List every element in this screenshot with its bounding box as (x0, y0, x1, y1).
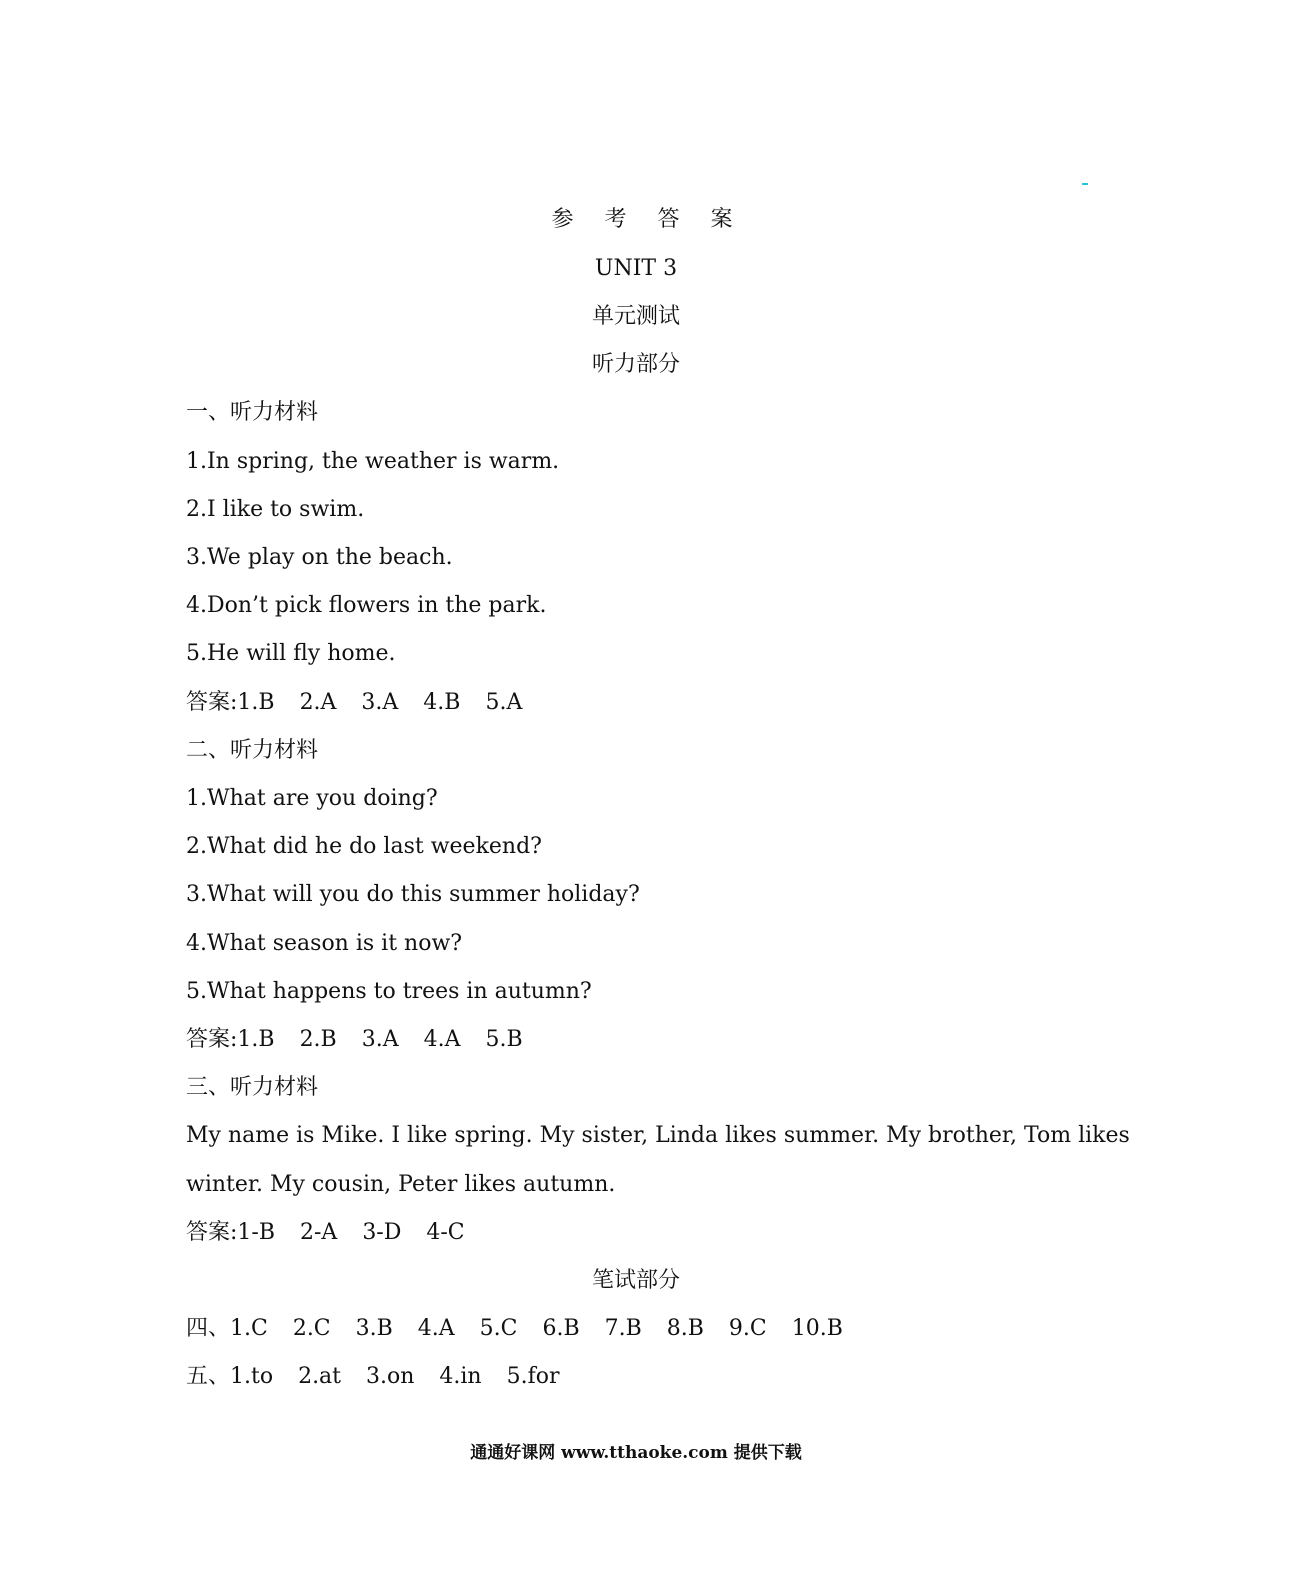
part1-line-5: 5.He will fly home. (186, 641, 396, 666)
test-subtitle: 单元测试 (591, 304, 680, 329)
part2-line-5: 5.What happens to trees in autumn? (186, 979, 592, 1004)
part2-answer: 答案:1.B 2.B 3.A 4.A 5.B (186, 1027, 523, 1052)
part1-line-1: 1.In spring, the weather is warm. (186, 449, 560, 474)
part3-answer: 答案:1-B 2-A 3-D 4-C (186, 1220, 465, 1245)
part3-paragraph-line-1: My name is Mike. I like spring. My sister, Linda likes summer. My brother, Tom likes (186, 1123, 1130, 1148)
part3-paragraph-line-2: winter. My cousin, Peter likes autumn. (186, 1172, 616, 1197)
corner-mark (1082, 183, 1088, 185)
part1-heading: 一、听力材料 (186, 400, 319, 425)
unit-title: UNIT 3 (594, 256, 678, 281)
listening-section-title: 听力部分 (591, 352, 680, 377)
part2-line-3: 3.What will you do this summer holiday? (186, 882, 640, 907)
part1-line-4: 4.Don’t pick flowers in the park. (186, 593, 547, 618)
part1-answer: 答案:1.B 2.A 3.A 4.B 5.A (186, 690, 523, 715)
part2-heading: 二、听力材料 (186, 738, 319, 763)
part1-line-2: 2.I like to swim. (186, 497, 365, 522)
part5-answers: 五、1.to 2.at 3.on 4.in 5.for (186, 1364, 560, 1389)
part2-line-4: 4.What season is it now? (186, 931, 463, 956)
written-section-title: 笔试部分 (591, 1268, 680, 1293)
doc-title: 参 考 答 案 (551, 207, 745, 232)
footer-credit: 通通好课网 www.tthaoke.com 提供下载 (470, 1443, 802, 1463)
part4-answers: 四、1.C 2.C 3.B 4.A 5.C 6.B 7.B 8.B 9.C 10.B (186, 1316, 843, 1341)
part1-line-3: 3.We play on the beach. (186, 545, 453, 570)
part2-line-1: 1.What are you doing? (186, 786, 438, 811)
part3-heading: 三、听力材料 (186, 1075, 319, 1100)
part2-line-2: 2.What did he do last weekend? (186, 834, 542, 859)
